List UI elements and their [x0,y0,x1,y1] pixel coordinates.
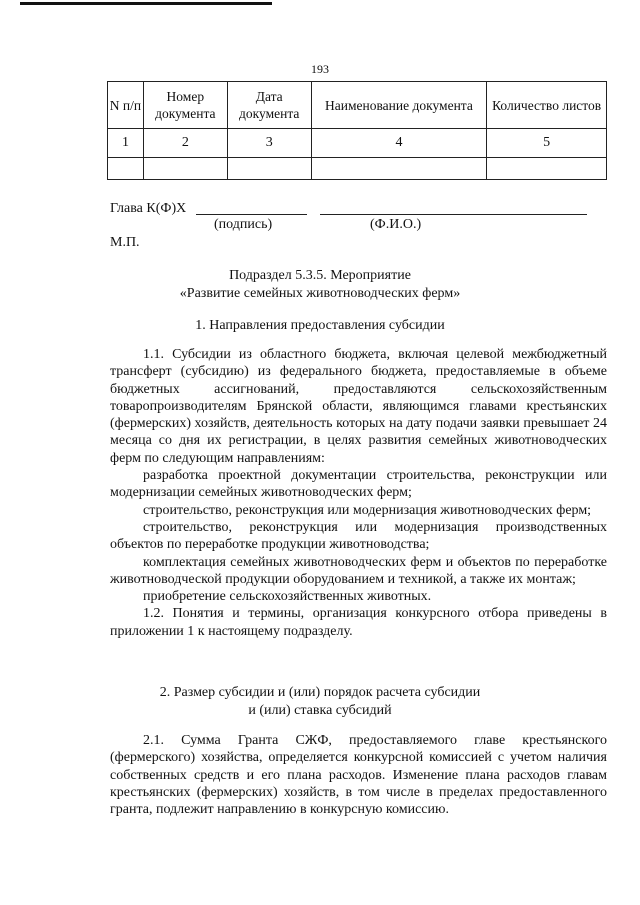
table-cell [227,158,311,180]
name-caption: (Ф.И.О.) [370,217,422,232]
col-header-doc-name: Наименование документа [311,82,487,129]
head-label: Глава К(Ф)Х [110,201,187,216]
table-cell [487,158,607,180]
signature-caption: (подпись) [214,217,273,232]
col-header-number: N п/п [108,82,144,129]
documents-table [107,81,607,180]
table-cell [143,158,227,180]
paragraph-1-1: 1.1. Субсидии из областного бюджета, включая целевой межбюджетный трансферт (субсидию) из федерального бюджета, предоставляемые в объеме бюджетных ассигнований, предоставляются сельскохозяйственным товаропроизводителям Брянской области, являющимся главами крестьянских (фермерских) хозяйств, деятельность которых на дату подачи заявки превышает 24 месяца со дня их регистрации, в целях развития семейных животноводческих ферм по следующим направлениям: [110,347,607,466]
list-item: комплектация семейных животноводческих ферм и объектов по переработке животноводческой продукции оборудованием и техникой, а также их монтаж; [110,554,607,587]
table-cell: 3 [227,129,311,158]
table-cell: 1 [108,129,144,158]
table-cell [108,158,144,180]
section-2-body [110,732,607,818]
col-header-doc-date: Дата документа [227,82,311,129]
table-row-empty [108,158,607,180]
list-item: разработка проектной документации строительства, реконструкции или модернизации семейных животноводческих ферм; [110,468,607,501]
name-line [320,214,587,215]
stamp-place: М.П. [110,235,140,250]
signature-line [196,214,307,215]
section-2-heading-line-2: и (или) ставка субсидий [248,703,392,718]
list-item: строительство, реконструкция или модернизация производственных объектов по переработке продукции животноводства; [110,519,607,553]
paragraph-2-1: 2.1. Сумма Гранта СЖФ, предоставляемого главе крестьянского (фермерского) хозяйства, определяется конкурсной комиссией с учетом наличия собственных средств и его плана расходов. Изменение плана расходов главам крестьянских (фермерских) хозяйств, в том числе в пределах предоставленного гранта, подлежит направлению в конкурсную комиссию. [110,733,607,818]
table-cell: 5 [487,129,607,158]
section-1-body [110,346,607,640]
table-cell: 2 [143,129,227,158]
subsection-title: Подраздел 5.3.5. Мероприятие [229,268,411,283]
col-header-doc-number: Номер документа [143,82,227,129]
table-cell [311,158,487,180]
section-2-heading-line-1: 2. Размер субсидии и (или) порядок расчета субсидии [159,685,481,700]
col-header-sheet-count: Количество листов [487,82,607,129]
list-item: строительство, реконструкция или модернизация животноводческих ферм; [143,502,592,518]
list-item: приобретение сельскохозяйственных животных. [143,589,432,605]
table-row-numbers [108,129,607,158]
page-number: 193 [311,62,329,76]
subsection-subtitle: «Развитие семейных животноводческих ферм» [179,286,461,301]
table-header-row [108,82,607,129]
paragraph-1-2: 1.2. Понятия и термины, организация конкурсного отбора приведены в приложении 1 к настоящему подразделу. [110,606,607,639]
top-rule [20,2,272,5]
section-1-heading: 1. Направления предоставления субсидии [195,318,445,333]
table-cell: 4 [311,129,487,158]
